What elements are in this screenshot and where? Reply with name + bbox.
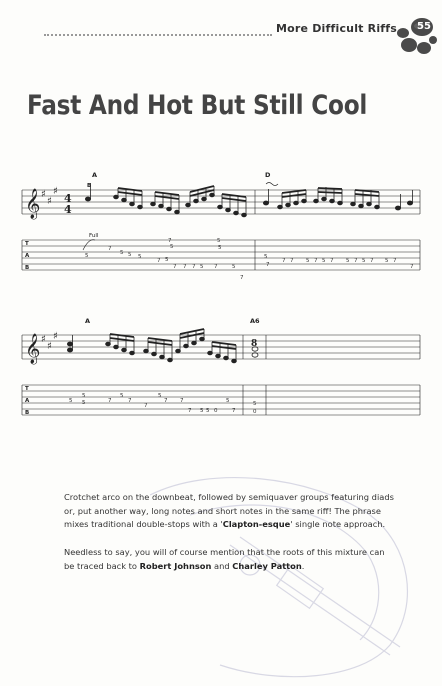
svg-text:𝄞: 𝄞 <box>25 189 41 219</box>
svg-text:7: 7 <box>108 246 112 252</box>
running-head: More Difficult Riffs <box>276 22 398 35</box>
svg-text:♯: ♯ <box>41 189 46 200</box>
svg-text:7: 7 <box>144 403 148 409</box>
svg-text:7: 7 <box>183 264 187 270</box>
svg-text:5: 5 <box>138 254 142 260</box>
page-number: 55 <box>417 21 431 32</box>
body-paragraph: Needless to say, you will of course mention that the roots of this mixture can be traced back to Robert Johnson and Charley Patton. <box>64 547 385 571</box>
svg-text:7: 7 <box>180 398 184 404</box>
svg-text:7: 7 <box>192 264 196 270</box>
svg-text:5: 5 <box>217 238 221 244</box>
svg-text:7: 7 <box>240 275 244 281</box>
svg-text:♯: ♯ <box>47 196 52 207</box>
svg-text:7: 7 <box>108 398 112 404</box>
svg-text:♯: ♯ <box>47 341 52 352</box>
svg-text:5: 5 <box>206 408 210 414</box>
svg-text:5: 5 <box>362 258 366 264</box>
svg-text:7: 7 <box>282 258 286 264</box>
chord-label: D <box>265 171 271 179</box>
svg-text:7: 7 <box>290 258 294 264</box>
svg-text:5: 5 <box>85 253 89 259</box>
svg-text:B: B <box>25 265 30 271</box>
svg-text:𝄞: 𝄞 <box>25 334 41 364</box>
svg-text:7: 7 <box>232 408 236 414</box>
svg-text:Full: Full <box>89 233 99 239</box>
svg-text:B: B <box>25 410 30 416</box>
svg-text:7: 7 <box>354 258 358 264</box>
svg-text:5: 5 <box>158 393 162 399</box>
svg-text:0: 0 <box>214 408 218 414</box>
svg-text:5: 5 <box>82 393 86 399</box>
svg-text:T: T <box>25 386 29 392</box>
svg-text:7: 7 <box>214 264 218 270</box>
svg-text:5: 5 <box>264 254 268 260</box>
svg-text:7: 7 <box>173 264 177 270</box>
svg-text:T: T <box>25 241 29 247</box>
svg-text:7: 7 <box>330 258 334 264</box>
svg-text:5: 5 <box>253 401 257 407</box>
svg-text:7: 7 <box>188 408 192 414</box>
svg-text:5: 5 <box>69 398 73 404</box>
svg-text:7: 7 <box>393 258 397 264</box>
svg-text:7: 7 <box>168 238 172 244</box>
svg-text:8: 8 <box>251 339 258 349</box>
svg-text:5: 5 <box>306 258 310 264</box>
svg-text:♯: ♯ <box>53 186 58 197</box>
body-paragraph: Crotchet arco on the downbeat, followed by semiquaver groups featuring diads or, put another way, long notes and short notes in the same riff! The phrase mixes traditional double-stops with a 'Clapton-esque' single note approach. <box>64 492 394 529</box>
svg-text:5: 5 <box>218 245 222 251</box>
svg-text:7: 7 <box>314 258 318 264</box>
chord-label: A6 <box>250 317 260 325</box>
svg-text:5: 5 <box>385 258 389 264</box>
svg-text:A: A <box>25 398 30 404</box>
svg-text:5: 5 <box>170 244 174 250</box>
svg-text:5: 5 <box>232 264 236 270</box>
svg-text:5: 5 <box>200 408 204 414</box>
svg-text:5: 5 <box>346 258 350 264</box>
svg-text:7: 7 <box>370 258 374 264</box>
svg-text:B: B <box>87 183 92 189</box>
svg-text:5: 5 <box>128 252 132 258</box>
chord-label: A <box>92 171 98 179</box>
svg-text:0: 0 <box>253 409 257 415</box>
svg-text:4: 4 <box>64 203 72 216</box>
svg-text:5: 5 <box>120 393 124 399</box>
svg-text:5: 5 <box>322 258 326 264</box>
svg-text:4: 4 <box>64 192 72 205</box>
svg-text:A: A <box>25 253 30 259</box>
svg-text:5: 5 <box>120 250 124 256</box>
svg-text:5: 5 <box>165 257 169 263</box>
chord-label: A <box>85 317 91 325</box>
svg-text:7: 7 <box>157 258 161 264</box>
svg-text:♯: ♯ <box>41 334 46 345</box>
svg-text:5: 5 <box>200 264 204 270</box>
svg-text:5: 5 <box>226 398 230 404</box>
svg-text:7: 7 <box>128 398 132 404</box>
svg-text:5: 5 <box>82 400 86 406</box>
svg-text:♯: ♯ <box>53 331 58 342</box>
svg-text:7: 7 <box>266 262 270 268</box>
page-title: Fast And Hot But Still Cool <box>27 90 368 121</box>
svg-text:7: 7 <box>410 264 414 270</box>
svg-text:7: 7 <box>164 398 168 404</box>
